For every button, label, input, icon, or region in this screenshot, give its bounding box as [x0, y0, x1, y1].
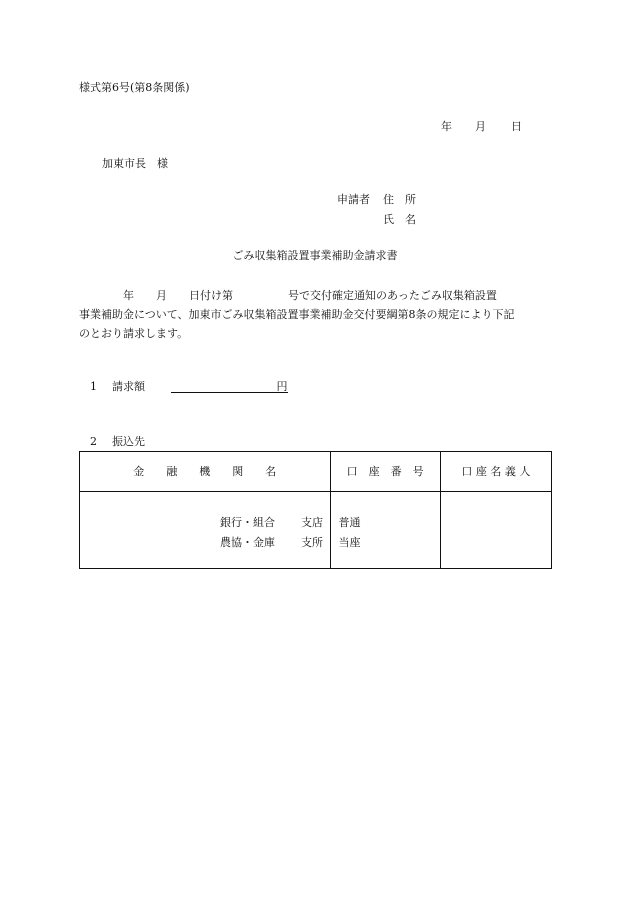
document-title: ごみ収集箱設置事業補助金請求書	[232, 249, 398, 262]
amount-number: 1	[90, 380, 97, 393]
amount-label: 請求額	[112, 380, 145, 393]
date-month: 月	[475, 120, 486, 133]
header-account-holder: 口 座 名 義 人	[440, 452, 551, 492]
applicant-label: 申請者	[337, 193, 370, 206]
account-type-1: 普通	[338, 516, 361, 529]
amount-unit: 円	[276, 380, 288, 393]
body-line-1: 年 月 日付け第 号で交付確定通知のあったごみ収集箱設置	[79, 289, 497, 302]
applicant-block	[337, 194, 416, 234]
body-text	[79, 286, 554, 343]
amount-section	[90, 381, 288, 393]
account-number-cell	[330, 492, 440, 569]
amount-blank	[171, 381, 288, 393]
form-number: 様式第6号(第8条関係)	[79, 81, 190, 94]
date-year: 年	[441, 120, 452, 133]
transfer-number: 2	[90, 435, 97, 448]
transfer-label: 振込先	[112, 435, 145, 448]
body-line-2: 事業補助金について、加東市ごみ収集箱設置事業補助金交付要綱第8条の規定により下記	[79, 308, 515, 321]
branch-2: 支所	[301, 536, 323, 549]
addressee: 加東市長 様	[102, 157, 168, 170]
bank-name-cell	[80, 492, 331, 569]
bank-type-1: 銀行・組合	[220, 516, 275, 529]
date-day: 日	[511, 120, 522, 133]
bank-table	[79, 451, 552, 569]
branch-1: 支店	[301, 516, 323, 529]
header-account-number: 口 座 番 号	[330, 452, 440, 492]
address-label: 住 所	[383, 193, 416, 206]
account-holder-cell	[440, 492, 551, 569]
transfer-section	[90, 436, 145, 447]
table-row	[80, 492, 552, 569]
body-line-3: のとおり請求します。	[79, 327, 189, 340]
date-line	[441, 121, 522, 132]
table-header-row	[80, 452, 552, 492]
bank-type-2: 農協・金庫	[220, 536, 275, 549]
account-type-2: 当座	[338, 536, 361, 549]
name-label: 氏 名	[383, 213, 416, 226]
header-bank-name: 金 融 機 関 名	[80, 452, 331, 492]
